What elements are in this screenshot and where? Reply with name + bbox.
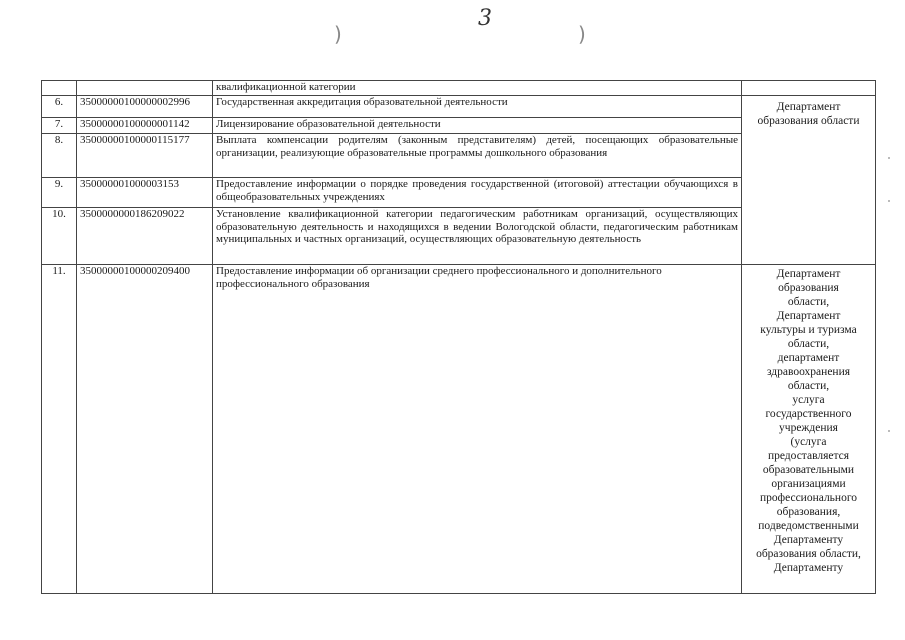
scan-speck [888,200,890,202]
service-name: Лицензирование образовательной деятельности [213,118,742,134]
department-line: государственного [765,408,852,420]
department-line: Департамент [776,268,841,280]
punch-hole-mark: ) [578,22,586,46]
service-name: Предоставление информации об организации среднего профессионального и дополнительного профессионального образования [213,265,742,594]
department-line: организациями [771,478,846,490]
department-line: области, [787,380,830,392]
punch-hole-mark: ) [334,22,342,46]
department-line: учреждения [779,422,838,434]
department-line: области, [787,338,830,350]
department-line: образовательными [762,464,855,476]
department-line: департамент [777,352,840,364]
department-line: (услуга [790,436,827,448]
service-name: Выплата компенсации родителям (законным представителям) детей, посещающих образовательные организации, реализующие образовательные программы дошкольного образования [213,134,742,178]
scan-speck [888,430,890,432]
service-code [77,81,213,96]
row-number: 11. [42,265,77,594]
row-number: 10. [42,208,77,265]
department-line: здравоохранения [766,366,851,378]
service-code: 35000000100000001142 [77,118,213,134]
row-number: 8. [42,134,77,178]
department-line: Департаменту [773,562,844,574]
department-line: услуга [792,394,825,406]
service-code: 35000000100000002996 [77,96,213,118]
department-cell: Департамент образования области [742,96,876,265]
service-code: 3500000000186209022 [77,208,213,265]
service-name: Государственная аккредитация образовательной деятельности [213,96,742,118]
department-line: Департамент [776,310,841,322]
department-line: области, [787,296,830,308]
page-number: 3 [478,6,492,31]
department-line: образования [778,282,839,294]
department-line: образования области, [756,548,861,560]
row-number: 7. [42,118,77,134]
scan-speck [888,157,890,159]
service-name: квалификационной категории [213,81,742,96]
row-number [42,81,77,96]
service-code: 350000001000003153 [77,178,213,208]
table-row [42,96,876,118]
service-code: 35000000100000115177 [77,134,213,178]
service-name: Предоставление информации о порядке проведения государственной (итоговой) аттестации обучающихся в общеобразовательных учреждениях [213,178,742,208]
department-line: подведомственными [758,520,859,532]
services-table [41,80,876,594]
service-code: 35000000100000209400 [77,265,213,594]
service-name: Установление квалификационной категории педагогическим работникам организаций, осуществляющих образовательную деятельность и находящихся в ведении Вологодской области, педагогическим работникам муниципальных и частных организаций, осуществляющих образовательную деятельность [213,208,742,265]
department-cell-empty [742,81,876,96]
row-number: 9. [42,178,77,208]
department-line: профессионального [759,492,858,504]
department-cell [742,265,876,594]
department-line: образования, [776,506,841,518]
department-line: культуры и туризма [760,324,857,336]
department-line: Департаменту [773,534,844,546]
row-number: 6. [42,96,77,118]
department-line: предоставляется [767,450,850,462]
table-row [42,265,876,594]
table-row [42,81,876,96]
